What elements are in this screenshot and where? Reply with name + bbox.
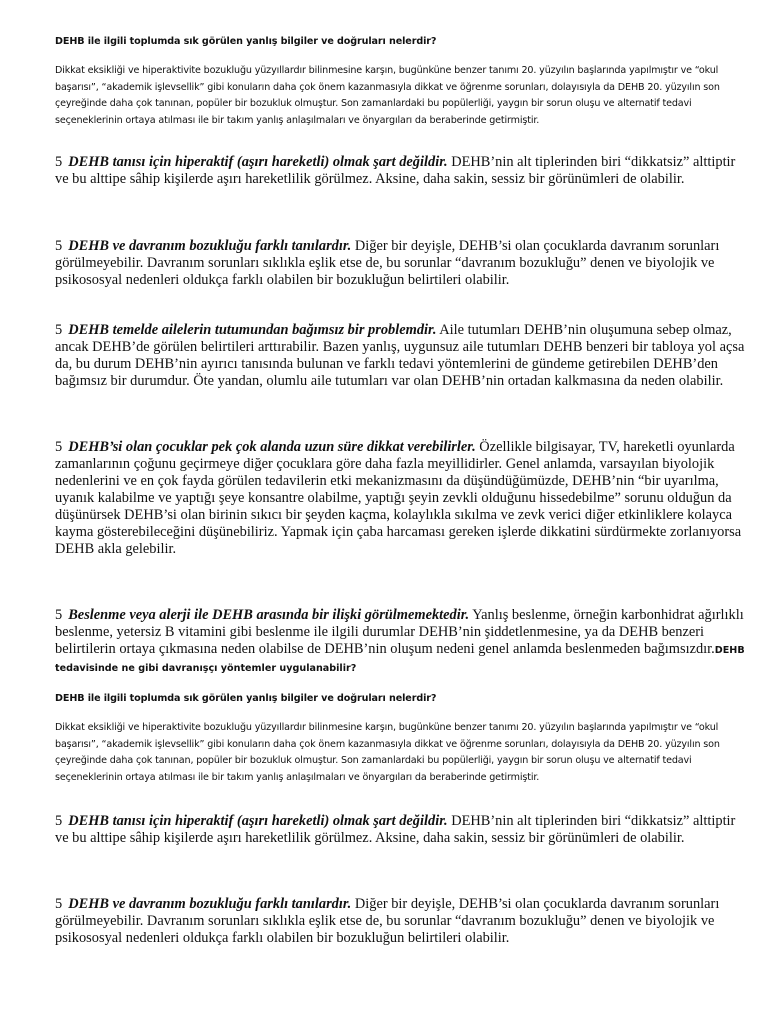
list-item bbox=[55, 813, 750, 847]
item-lead: DEHB temelde ailelerin tutumundan bağımsız bir problemdir. bbox=[68, 322, 437, 338]
item-text: Diğer bir deyişle, DEHB’si olan çocuklarda davranım sorunları görülmeyebilir. Davranım sorunları sıklıkla eşlik etse de, bu sorunlar “davranım bozukluğu” denen ve biyolojik ve psikososyal nedenleri oldukça farklı olabilen bir bozukluğun belirtileri olabilir. bbox=[55, 238, 720, 288]
item-text: Diğer bir deyişle, DEHB’si olan çocuklarda davranım sorunları görülmeyebilir. Davranım sorunları sıklıkla eşlik etse de, bu sorunlar “davranım bozukluğu” denen ve biyolojik ve psikososyal nedenleri oldukça farklı olabilen bir bozukluğun belirtileri olabilir. bbox=[55, 896, 720, 946]
item-text: Yanlış beslenme, örneğin karbonhidrat ağırlıklı beslenme, yetersiz B vitamini gibi beslenme ile ilgili durumlar DEHB’nin şiddetlenmesine, ya da DEHB benzeri belirtilerin ortaya çıkmasına neden olabilse de DEHB’nin oluşum nedeni genel anlamda beslenmeden bağımsızdır. bbox=[55, 607, 744, 657]
bullet-glyph: 5 bbox=[55, 439, 63, 455]
intro-paragraph: Dikkat eksikliği ve hiperaktivite bozukluğu yüzyıllardır bilinmesine karşın, bugünküne benzer tanımı 20. yüzyılın başlarında yapılmıştır ve “okul başarısı”, “akademik işlevsellik” gibi konuların daha çok önem kazanmasıyla dikkat ve öğrenme sorunları, dolayısıyla da DEHB 20. yüzyılın son çeyreğinde daha çok tanınan, popüler bir bozukluk olmuştur. Son zamanlardaki bu popülerliği, yaygın bir sorun oluşu ve alternatif tedavi seçeneklerinin ortaya atılması ile bir takım yanlış anlaşılmaları ve önyargıları da beraberinde getirmiştir. bbox=[55, 722, 720, 783]
list-item bbox=[55, 238, 750, 289]
bullet-glyph: 5 bbox=[55, 896, 63, 912]
item-lead: Beslenme veya alerji ile DEHB arasında bir ilişki görülmemektedir. bbox=[68, 607, 470, 623]
list-item bbox=[55, 607, 750, 677]
item-lead: DEHB ve davranım bozukluğu farklı tanılardır. bbox=[68, 896, 352, 912]
item-text: DEHB’nin alt tiplerinden biri “dikkatsiz” alttiptir ve bu alttipe sâhip kişilerde aşırı hareketlilik görülmez. Aksine, daha sakin, sessiz bir görünümleri de olabilir. bbox=[55, 813, 736, 846]
list-item bbox=[55, 154, 750, 188]
section-heading: DEHB ile ilgili toplumda sık görülen yanlış bilgiler ve doğruları nelerdir? bbox=[55, 693, 437, 704]
item-text: Özellikle bilgisayar, TV, hareketli oyunlarda zamanlarının çoğunu geçirmeye diğer çocuklara göre daha fazla meyillidirler. Genel anlamda, varsayılan biyolojik nedenlerini ve en çok fayda görülen tedavilerin etki mekanizmasını da düşündüğümüzde, DEHB’nin “bir uyarılma, uyanık kalabilme ve yaptığı şeye konsantre olabilme, yaptığı şeyin zevkli olduğunu hissedebilme” sorunu olduğun da düşünürsek DEHB’si olan birinin sıkıcı bir şeyden kaçma, kolaylıkla sıkılma ve zevk verici diğer etkinliklere kolayca kayma gösterebileceğini düşünebiliriz. Yapmak için çaba harcaması gereken işlerde dikkatini sürdürmekte zorlanıyorsa DEHB akla gelebilir. bbox=[55, 439, 742, 557]
list-item bbox=[55, 896, 750, 947]
item-text: Aile tutumları DEHB’nin oluşumuna sebep olmaz, ancak DEHB’de görülen belirtileri arttırabilir. Bazen yanlış, uygunsuz aile tutumları DEHB benzeri bir tabloya yol açsa da, bu durum DEHB’nin ayırıcı tanısında bulunan ve farklı tedavi yöntemlerini de gündeme getirebilen DEHB’den bağımsız bir durumdur. Öte yandan, olumlu aile tutumları var olan DEHB’nin ortadan kalkmasına da neden olabilir. bbox=[55, 322, 745, 389]
bullet-glyph: 5 bbox=[55, 813, 63, 829]
item-lead: DEHB’si olan çocuklar pek çok alanda uzun süre dikkat verebilirler. bbox=[68, 439, 476, 455]
item-lead: DEHB ve davranım bozukluğu farklı tanılardır. bbox=[68, 238, 352, 254]
bullet-glyph: 5 bbox=[55, 322, 63, 338]
bullet-glyph: 5 bbox=[55, 154, 63, 170]
bullet-glyph: 5 bbox=[55, 607, 63, 623]
item-lead: DEHB tanısı için hiperaktif (aşırı hareketli) olmak şart değildir. bbox=[68, 154, 448, 170]
section-heading: DEHB ile ilgili toplumda sık görülen yanlış bilgiler ve doğruları nelerdir? bbox=[55, 36, 437, 47]
list-item bbox=[55, 322, 750, 390]
bullet-glyph: 5 bbox=[55, 238, 63, 254]
item-text: DEHB’nin alt tiplerinden biri “dikkatsiz” alttiptir ve bu alttipe sâhip kişilerde aşırı hareketlilik görülmez. Aksine, daha sakin, sessiz bir görünümleri de olabilir. bbox=[55, 154, 736, 187]
inline-heading: DEHB tedavisinde ne gibi davranışçı yöntemler uygulanabilir? bbox=[55, 645, 745, 674]
item-lead: DEHB tanısı için hiperaktif (aşırı hareketli) olmak şart değildir. bbox=[68, 813, 448, 829]
list-item bbox=[55, 439, 750, 558]
intro-paragraph: Dikkat eksikliği ve hiperaktivite bozukluğu yüzyıllardır bilinmesine karşın, bugünküne benzer tanımı 20. yüzyılın başlarında yapılmıştır ve “okul başarısı”, “akademik işlevsellik” gibi konuların daha çok önem kazanmasıyla dikkat ve öğrenme sorunları, dolayısıyla da DEHB 20. yüzyılın son çeyreğinde daha çok tanınan, popüler bir bozukluk olmuştur. Son zamanlardaki bu popülerliği, yaygın bir sorun oluşu ve alternatif tedavi seçeneklerinin ortaya atılması ile bir takım yanlış anlaşılmaları ve önyargıları da beraberinde getirmiştir. bbox=[55, 65, 720, 126]
